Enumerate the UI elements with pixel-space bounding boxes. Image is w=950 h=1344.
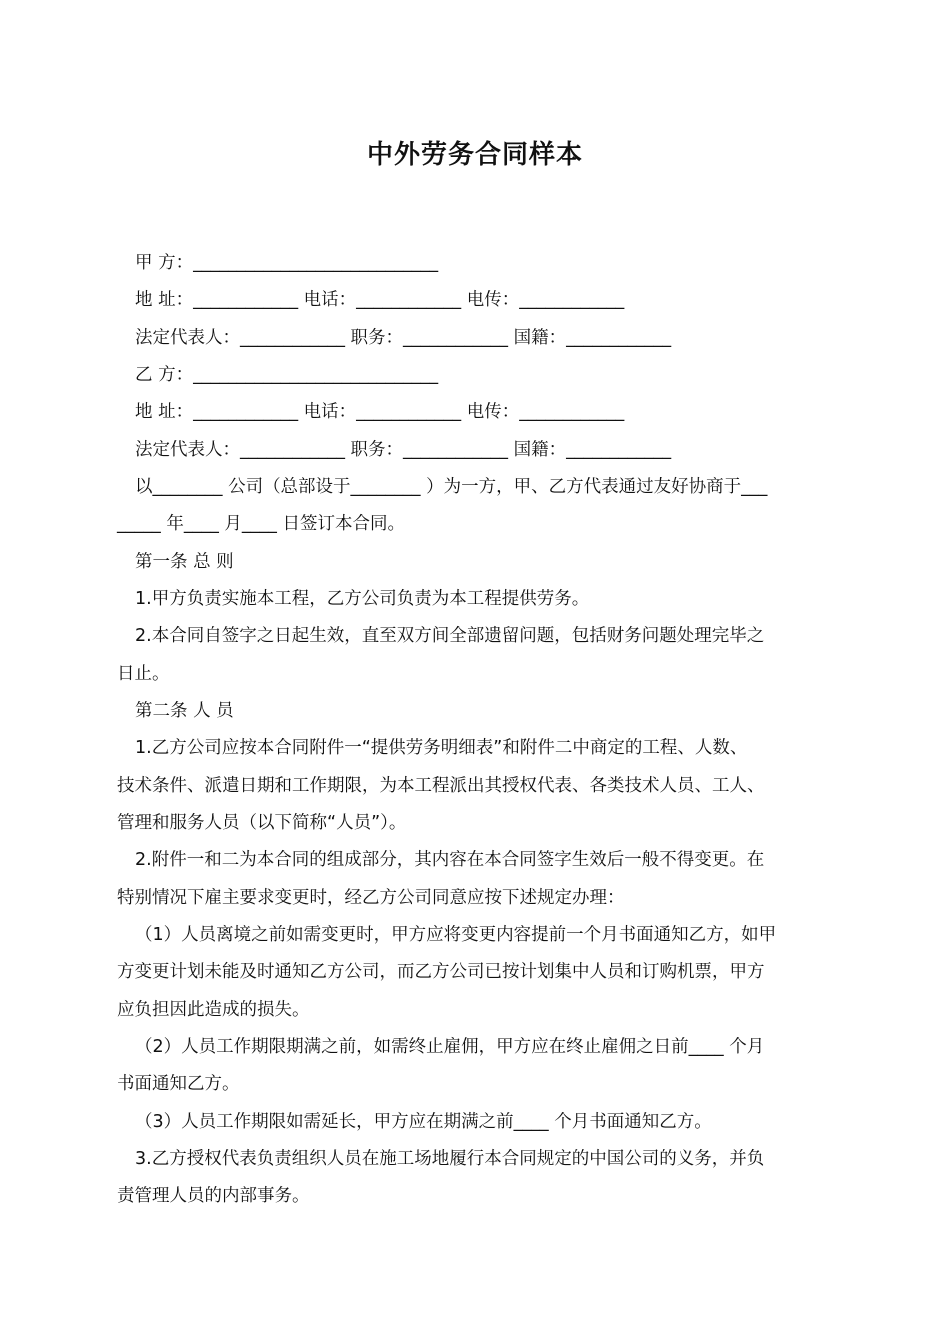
sub-item-2-line-2: 书面通知乙方。 (117, 1074, 240, 1094)
article-2-clause-1-line-1: 1.乙方公司应按本合同附件一“提供劳务明细表”和附件二中商定的工程、人数、 (135, 738, 748, 758)
sub-item-1-line-1: （1）人员离境之前如需变更时，甲方应将变更内容提前一个月书面通知乙方，如甲 (135, 925, 777, 945)
article-1-clause-2-line-1: 2.本合同自签字之日起生效，直至双方间全部遗留问题，包括财务问题处理完毕之 (135, 626, 765, 646)
sub-item-3-line: （3）人员工作期限如需延长，甲方应在期满之前____ 个月书面通知乙方。 (135, 1112, 712, 1132)
article-2-clause-2-line-1: 2.附件一和二为本合同的组成部分，其内容在本合同签字生效后一般不得变更。在 (135, 850, 765, 870)
party-b-address-line: 地 址：____________ 电话：____________ 电传：____________ (135, 402, 625, 422)
article-2-clause-3-line-1: 3.乙方授权代表负责组织人员在施工场地履行本合同规定的中国公司的义务，并负 (135, 1149, 765, 1169)
preamble-line-1: 以________ 公司（总部设于________ ）为一方，甲、乙方代表通过友好协商于___ (135, 477, 768, 497)
article-2-clause-1-line-2: 技术条件、派遣日期和工作期限，为本工程派出其授权代表、各类技术人员、工人、 (117, 776, 765, 796)
article-1-clause-2-line-2: 日止。 (117, 664, 170, 684)
party-a-address-line: 地 址：____________ 电话：____________ 电传：____________ (135, 290, 625, 310)
article-1-heading: 第一条 总 则 (135, 552, 234, 572)
article-2-clause-3-line-2: 责管理人员的内部事务。 (117, 1186, 310, 1206)
preamble-line-2: _____ 年____ 月____ 日签订本合同。 (117, 514, 405, 534)
party-b-line: 乙 方：____________________________ (135, 365, 439, 385)
sub-item-1-line-3: 应负担因此造成的损失。 (117, 1000, 310, 1020)
article-2-heading: 第二条 人 员 (135, 701, 234, 721)
party-a-representative-line: 法定代表人：____________ 职务：____________ 国籍：____________ (135, 328, 672, 348)
article-1-clause-1: 1.甲方负责实施本工程，乙方公司负责为本工程提供劳务。 (135, 589, 590, 609)
article-2-clause-2-line-2: 特别情况下雇主要求变更时，经乙方公司同意应按下述规定办理： (117, 888, 625, 908)
article-2-clause-1-line-3: 管理和服务人员（以下简称“人员”）。 (117, 813, 407, 833)
sub-item-2-line-1: （2）人员工作期限期满之前，如需终止雇佣，甲方应在终止雇佣之日前____ 个月 (135, 1037, 765, 1057)
document-title: 中外劳务合同样本 (366, 140, 583, 170)
party-b-representative-line: 法定代表人：____________ 职务：____________ 国籍：____________ (135, 440, 672, 460)
sub-item-1-line-2: 方变更计划未能及时通知乙方公司，而乙方公司已按计划集中人员和订购机票，甲方 (117, 962, 765, 982)
party-a-line: 甲 方：____________________________ (135, 253, 439, 273)
